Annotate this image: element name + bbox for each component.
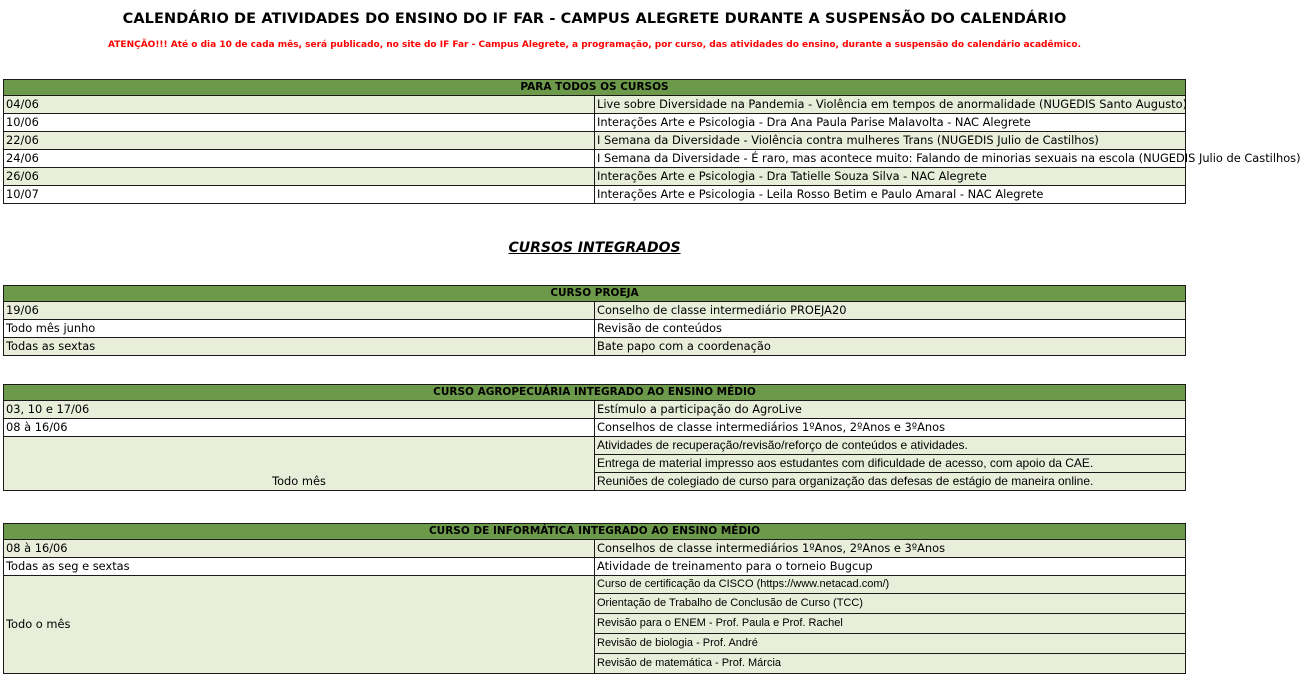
period-cell: Todo o mês [4, 576, 595, 674]
table-header-row [4, 385, 1186, 401]
activity-cell: Interações Arte e Psicologia - Dra Tatielle Souza Silva - NAC Alegrete [595, 168, 1186, 186]
activity-cell: Revisão de biologia - Prof. André [595, 634, 1186, 654]
table-row [4, 186, 1186, 204]
table-row [4, 302, 1186, 320]
activity-cell: Atividades de recuperação/revisão/reforço de conteúdos e atividades. [595, 437, 1186, 455]
date-cell: 10/06 [4, 114, 595, 132]
activity-cell: Atividade de treinamento para o torneio Bugcup [595, 558, 1186, 576]
date-cell: 19/06 [4, 302, 595, 320]
activity-cell: Estímulo a participação do AgroLive [595, 401, 1186, 419]
activity-cell: Conselho de classe intermediário PROEJA20 [595, 302, 1186, 320]
date-cell: Todas as sextas [4, 338, 595, 356]
activity-cell: Reuniões de colegiado de curso para organização das defesas de estágio de maneira online. [595, 473, 1186, 491]
table-agropecuaria [3, 384, 1186, 491]
table-row [4, 132, 1186, 150]
table-header: PARA TODOS OS CURSOS [4, 80, 1186, 96]
table-header: CURSO PROEJA [4, 286, 1186, 302]
date-cell: Todo mês junho [4, 320, 595, 338]
activity-cell: Interações Arte e Psicologia - Dra Ana Paula Parise Malavolta - NAC Alegrete [595, 114, 1186, 132]
table-row [4, 320, 1186, 338]
activity-cell: Revisão de conteúdos [595, 320, 1186, 338]
activity-cell: Entrega de material impresso aos estudantes com dificuldade de acesso, com apoio da CAE. [595, 455, 1186, 473]
activity-cell: Curso de certificação da CISCO (https://www.netacad.com/) [595, 576, 1186, 594]
date-cell: 24/06 [4, 150, 595, 168]
table-header-row [4, 286, 1186, 302]
table-row [4, 401, 1186, 419]
warning-notice: ATENÇÃO!!! Até o dia 10 de cada mês, será publicado, no site do IF Far - Campus Alegrete, a programação, por curso, das atividades do ensino, durante a suspensão do calendário acadêmico. [108, 40, 1081, 50]
page-title: CALENDÁRIO DE ATIVIDADES DO ENSINO DO IF FAR - CAMPUS ALEGRETE DURANTE A SUSPENSÃO DO CALENDÁRIO [122, 11, 1067, 27]
table-proeja [3, 285, 1186, 356]
date-cell: Todas as seg e sextas [4, 558, 595, 576]
table-row [4, 540, 1186, 558]
activity-cell: Conselhos de classe intermediários 1ºAnos, 2ºAnos e 3ºAnos [595, 419, 1186, 437]
date-cell: 26/06 [4, 168, 595, 186]
activity-cell: Revisão de matemática - Prof. Márcia [595, 654, 1186, 674]
table-row [4, 96, 1186, 114]
activity-cell: Revisão para o ENEM - Prof. Paula e Prof. Rachel [595, 614, 1186, 634]
date-cell: 08 à 16/06 [4, 540, 595, 558]
period-cell: Todo mês [4, 437, 595, 491]
activity-cell: I Semana da Diversidade - É raro, mas acontece muito: Falando de minorias sexuais na escola (NUGEDIS Julio de Castilhos) [595, 150, 1186, 168]
table-row [4, 576, 1186, 594]
table-row [4, 114, 1186, 132]
date-cell: 10/07 [4, 186, 595, 204]
date-cell: 08 à 16/06 [4, 419, 595, 437]
activity-cell: Orientação de Trabalho de Conclusão de Curso (TCC) [595, 594, 1186, 614]
activity-cell: Interações Arte e Psicologia - Leila Rosso Betim e Paulo Amaral - NAC Alegrete [595, 186, 1186, 204]
activity-cell: Live sobre Diversidade na Pandemia - Violência em tempos de anormalidade (NUGEDIS Santo Augusto) [595, 96, 1186, 114]
table-row [4, 168, 1186, 186]
table-row [4, 338, 1186, 356]
table-row [4, 150, 1186, 168]
date-cell: 04/06 [4, 96, 595, 114]
date-cell: 22/06 [4, 132, 595, 150]
activity-cell: I Semana da Diversidade - Violência contra mulheres Trans (NUGEDIS Julio de Castilhos) [595, 132, 1186, 150]
section-title: CURSOS INTEGRADOS [508, 240, 681, 256]
table-row [4, 558, 1186, 576]
activity-cell: Bate papo com a coordenação [595, 338, 1186, 356]
table-header: CURSO DE INFORMÁTICA INTEGRADO AO ENSINO MÉDIO [4, 524, 1186, 540]
table-header: CURSO AGROPECUÁRIA INTEGRADO AO ENSINO MÉDIO [4, 385, 1186, 401]
table-row [4, 419, 1186, 437]
table-header-row [4, 80, 1186, 96]
table-informatica [3, 523, 1186, 674]
table-header-row [4, 524, 1186, 540]
activity-cell: Conselhos de classe intermediários 1ºAnos, 2ºAnos e 3ºAnos [595, 540, 1186, 558]
date-cell: 03, 10 e 17/06 [4, 401, 595, 419]
table-todos-os-cursos [3, 79, 1301, 204]
table-row [4, 437, 1186, 455]
